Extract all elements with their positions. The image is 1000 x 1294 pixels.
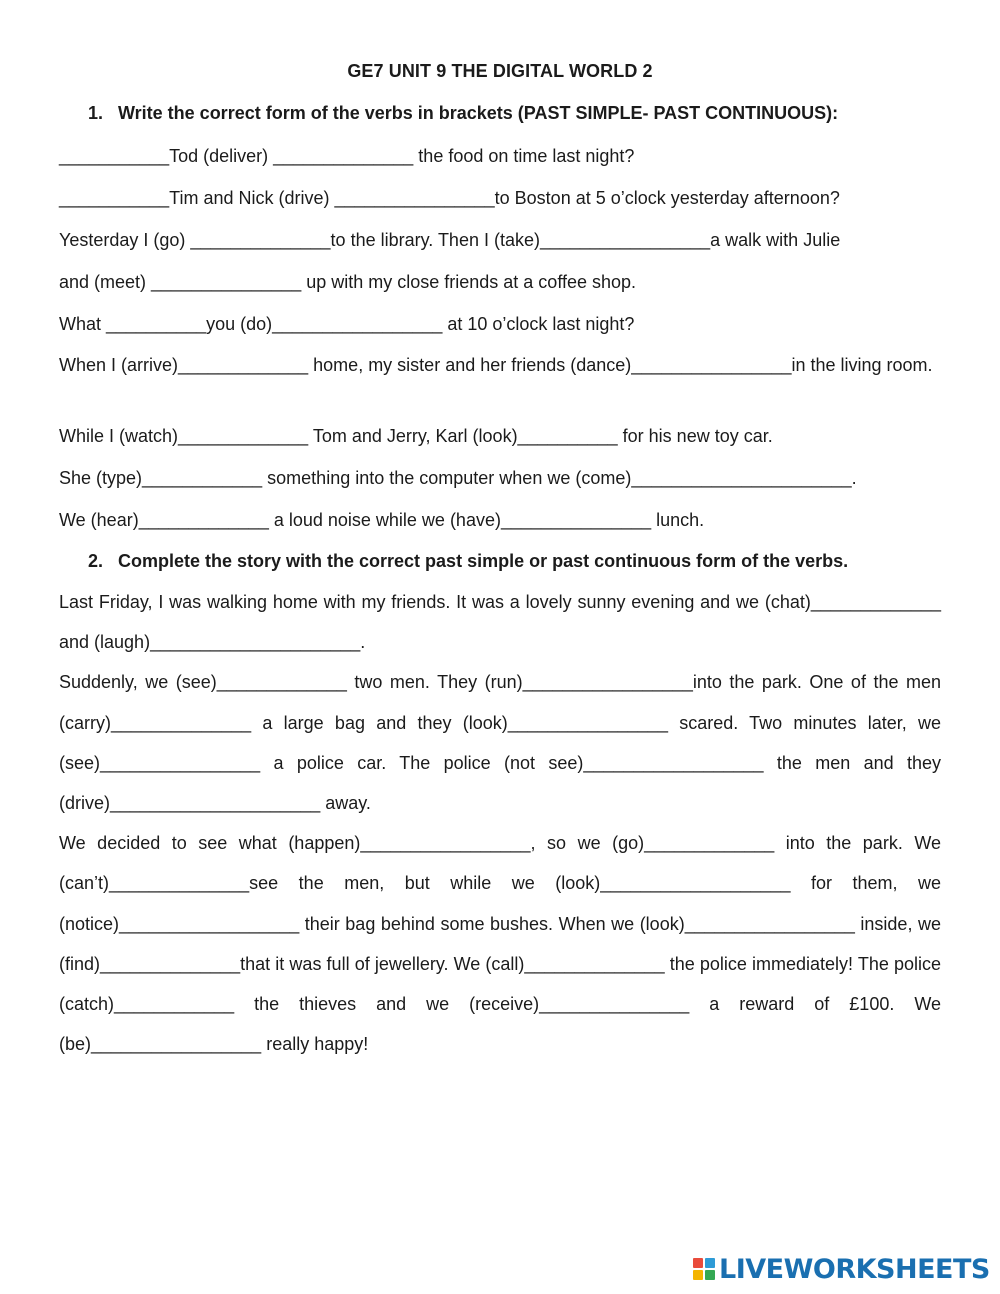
exercise1-line-6: When I (arrive)_____________ home, my sister and her friends (dance)________________in the living room. bbox=[59, 355, 933, 375]
exercise1-line-9: We (hear)_____________ a loud noise while we (have)_______________ lunch. bbox=[59, 510, 705, 530]
exercise1-line-2: ___________Tim and Nick (drive) ________________to Boston at 5 o’clock yesterday afternoon? bbox=[59, 188, 840, 208]
exercise1-line-4: and (meet) _______________ up with my close friends at a coffee shop. bbox=[59, 272, 637, 292]
section2-heading bbox=[88, 551, 848, 572]
story-text bbox=[59, 582, 941, 1064]
page-title: GE7 UNIT 9 THE DIGITAL WORLD 2 bbox=[347, 61, 653, 81]
exercise1-line-1: ___________Tod (deliver) ______________ the food on time last night? bbox=[59, 146, 635, 166]
story-paragraph-1: Last Friday, I was walking home with my friends. It was a lovely sunny evening and we (chat)_____________ and (laugh)_____________________. bbox=[59, 592, 941, 653]
exercise1-line-3: Yesterday I (go) ______________to the library. Then I (take)_________________a walk with Julie bbox=[59, 230, 841, 250]
section1-number: 1. bbox=[88, 103, 104, 123]
section1-heading-text: Write the correct form of the verbs in brackets (PAST SIMPLE- PAST CONTINUOUS): bbox=[118, 103, 839, 123]
exercise1-line-7: While I (watch)_____________ Tom and Jerry, Karl (look)__________ for his new toy car. bbox=[59, 426, 773, 446]
story-paragraph-2: Suddenly, we (see)_____________ two men. They (run)_________________into the park. One of the men (carry)______________ a large bag and they (look)________________ scared. Two minutes later, we (see)________________ a police car. The police (not see)__________________ the men and they (drive)_____________________ away. bbox=[59, 672, 941, 814]
liveworksheets-logo bbox=[693, 1254, 990, 1284]
story-paragraph-3: We decided to see what (happen)_________________, so we (go)_____________ into the park. We (can’t)______________see the men, but while we (look)___________________ for them, we (notice)__________________ their bag behind some bushes. When we (look)_________________ inside, we (find)______________that it was full of jewellery. We (call)______________ the police immediately! The police (catch)____________ the thieves and we (receive)_______________ a reward of £100. We (be)_________________ really happy! bbox=[59, 833, 941, 1055]
exercise1-line-5: What __________you (do)_________________ at 10 o’clock last night? bbox=[59, 314, 635, 334]
exercise1-line-8: She (type)____________ something into the computer when we (come)______________________. bbox=[59, 468, 857, 488]
logo-text: LIVEWORKSHEETS bbox=[719, 1253, 990, 1285]
section2-number: 2. bbox=[88, 551, 104, 571]
liveworksheets-logo-icon bbox=[693, 1258, 715, 1280]
section1-heading bbox=[88, 103, 838, 124]
section2-heading-text: Complete the story with the correct past simple or past continuous form of the verbs. bbox=[118, 551, 849, 571]
